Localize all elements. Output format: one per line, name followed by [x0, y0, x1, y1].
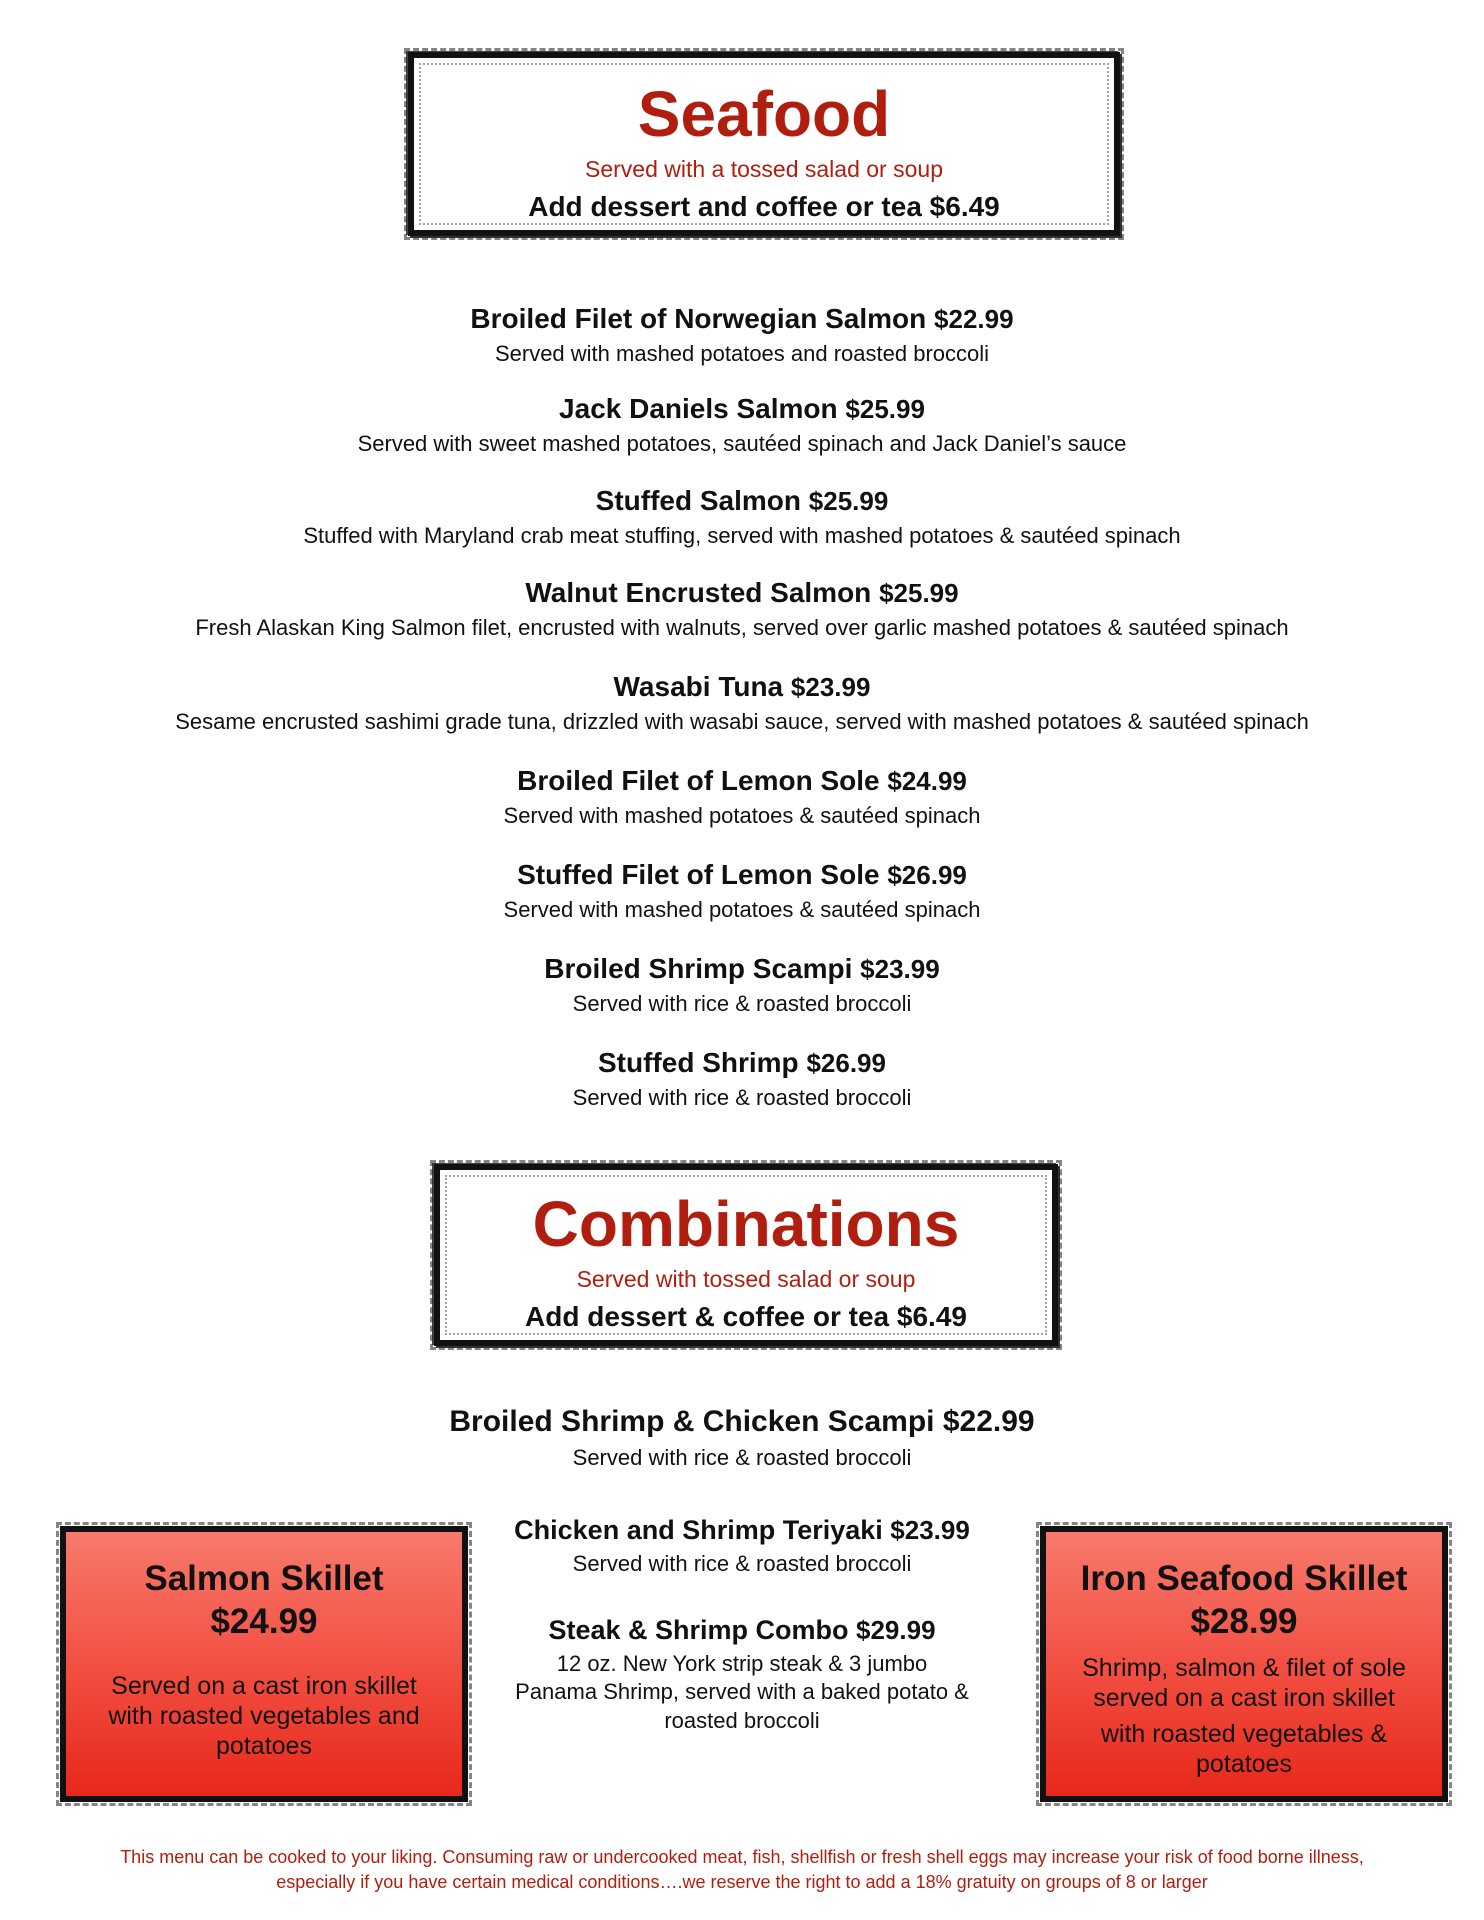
item-name: Broiled Filet of Norwegian Salmon — [470, 303, 927, 334]
item-name: Stuffed Filet of Lemon Sole — [517, 859, 880, 890]
menu-item — [482, 1515, 1002, 1579]
item-description: Served with rice & roasted broccoli — [572, 1085, 912, 1110]
item-price: $25.99 — [879, 578, 959, 608]
seafood-header-box — [408, 52, 1120, 236]
combinations-title: Combinations — [532, 1188, 960, 1260]
menu-item — [0, 859, 1484, 923]
desc-line: Panama Shrimp, served with a baked potato & — [515, 1679, 969, 1705]
item-price: $24.99 — [887, 766, 967, 796]
item-price: $29.99 — [856, 1614, 936, 1645]
skillet-desc-line: Shrimp, salmon & filet of sole — [1082, 1654, 1406, 1683]
skillet-desc-line: served on a cast iron skillet — [1093, 1684, 1395, 1713]
seafood-addon: Add dessert and coffee or tea $6.49 — [528, 191, 1000, 222]
skillet-desc-line: with roasted vegetables and — [108, 1702, 420, 1731]
item-description: Served with rice & roasted broccoli — [572, 991, 912, 1016]
skillet-desc-line: Served on a cast iron skillet — [111, 1672, 417, 1701]
disclaimer-line: especially if you have certain medical conditions….we reserve the right to add a 18% gratuity on groups of 8 or larger — [276, 1872, 1208, 1893]
skillet-desc-line: with roasted vegetables & — [1100, 1720, 1388, 1749]
combo-middle-column — [482, 1515, 1002, 1771]
item-description: Served with rice & roasted broccoli — [572, 1445, 912, 1470]
menu-item — [0, 577, 1484, 641]
skillet-title: Salmon Skillet — [144, 1559, 384, 1598]
item-price: $23.99 — [890, 1515, 970, 1545]
skillet-title: Iron Seafood Skillet — [1080, 1559, 1408, 1598]
item-price: $22.99 — [942, 1405, 1035, 1438]
item-price: $26.99 — [806, 1048, 886, 1078]
item-name: Stuffed Salmon — [595, 485, 802, 516]
combinations-subtitle: Served with tossed salad or soup — [576, 1266, 916, 1292]
item-description: Served with mashed potatoes and roasted broccoli — [494, 341, 990, 366]
menu-item — [0, 1405, 1484, 1471]
salmon-skillet-box — [60, 1526, 468, 1802]
item-name: Broiled Filet of Lemon Sole — [517, 765, 880, 796]
item-description: Served with sweet mashed potatoes, sautéed spinach and Jack Daniel’s sauce — [357, 431, 1127, 456]
skillet-price: $28.99 — [1190, 1601, 1298, 1641]
item-description: Fresh Alaskan King Salmon filet, encrusted with walnuts, served over garlic mashed potatoes & sautéed spinach — [195, 615, 1289, 640]
item-description: Sesame encrusted sashimi grade tuna, drizzled with wasabi sauce, served with mashed potatoes & sautéed spinach — [175, 709, 1309, 734]
item-name: Stuffed Shrimp — [598, 1047, 799, 1078]
desc-line: roasted broccoli — [664, 1707, 820, 1733]
item-price: $26.99 — [887, 860, 967, 890]
seafood-subtitle: Served with a tossed salad or soup — [585, 156, 943, 182]
menu-item — [482, 1615, 1002, 1736]
item-description: Served with mashed potatoes & sautéed spinach — [503, 897, 981, 922]
item-name: Jack Daniels Salmon — [559, 393, 838, 424]
menu-item — [0, 765, 1484, 829]
skillet-desc-line: potatoes — [216, 1732, 312, 1761]
seafood-title: Seafood — [637, 78, 891, 150]
item-price: $25.99 — [845, 394, 925, 424]
item-name: Steak & Shrimp Combo — [548, 1614, 849, 1645]
item-description: Stuffed with Maryland crab meat stuffing, served with mashed potatoes & sautéed spinach — [303, 523, 1181, 548]
skillet-price: $24.99 — [210, 1601, 318, 1641]
disclaimer-line: This menu can be cooked to your liking. Consuming raw or undercooked meat, fish, shellfish or fresh shell eggs may increase your risk of food borne illness, — [120, 1847, 1364, 1867]
item-price: $23.99 — [860, 954, 940, 984]
item-description — [482, 1650, 1002, 1736]
menu-item — [0, 303, 1484, 367]
disclaimer — [40, 1845, 1444, 1895]
item-name: Chicken and Shrimp Teriyaki — [514, 1515, 883, 1545]
menu-item — [0, 485, 1484, 549]
item-description: Served with rice & roasted broccoli — [572, 1551, 912, 1576]
iron-seafood-skillet-box — [1040, 1526, 1448, 1802]
menu-item — [0, 393, 1484, 457]
item-name: Broiled Shrimp & Chicken Scampi — [449, 1405, 935, 1438]
skillet-desc-line: potatoes — [1196, 1750, 1292, 1779]
combinations-addon: Add dessert & coffee or tea $6.49 — [525, 1301, 967, 1332]
item-name: Wasabi Tuna — [613, 671, 784, 702]
menu-item — [0, 953, 1484, 1017]
menu-item — [0, 1047, 1484, 1111]
item-price: $22.99 — [934, 304, 1014, 334]
item-price: $23.99 — [790, 672, 871, 702]
desc-line: 12 oz. New York strip steak & 3 jumbo — [556, 1650, 928, 1676]
combinations-header-box — [434, 1164, 1058, 1346]
item-name: Walnut Encrusted Salmon — [525, 577, 872, 608]
item-name: Broiled Shrimp Scampi — [544, 953, 853, 984]
menu-item — [0, 671, 1484, 735]
item-description: Served with mashed potatoes & sautéed spinach — [503, 803, 981, 828]
item-price: $25.99 — [808, 486, 889, 516]
